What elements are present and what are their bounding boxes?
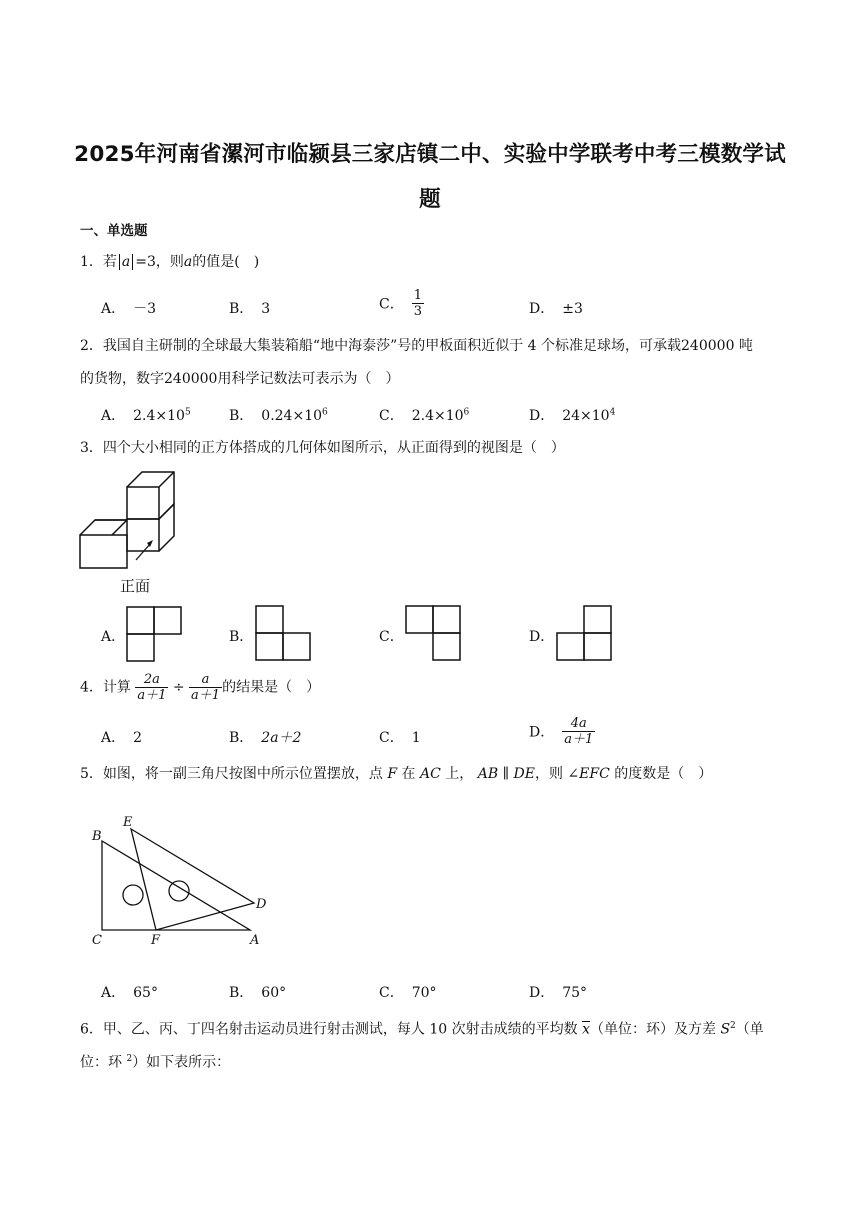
- q1-text-end: 的值是( ): [192, 254, 260, 270]
- question-4: 4．计算 $\frac{2a}{a+1}$ ÷ $\frac{a}{a+1}$ 的结果是（ ）: [80, 672, 321, 703]
- q4-option-c[interactable]: C． 1: [379, 730, 421, 746]
- point-a-label: A: [250, 933, 260, 948]
- front-view-label: 正面: [120, 577, 151, 595]
- q2-option-b[interactable]: B． $0.24\times 10^6$: [229, 407, 328, 424]
- q3-option-b-view[interactable]: [255, 605, 313, 662]
- q1-option-c[interactable]: C． $\frac{1}{3}$: [379, 288, 422, 319]
- q3-option-c-view[interactable]: [405, 605, 463, 662]
- document-title: 2025年河南省漯河市临颍县三家店镇二中、实验中学联考中考三模数学试: [74, 142, 786, 167]
- q1-text: 若: [102, 254, 117, 270]
- cube-stack-figure: [76, 468, 182, 572]
- point-c-label: C: [92, 933, 102, 948]
- q1-text-mid: =3，则: [135, 254, 184, 270]
- point-e-label: E: [123, 815, 133, 830]
- section-heading: 一、单选题: [80, 223, 148, 239]
- question-2-line-2: 的货物，数字240000用科学记数法可表示为（ ）: [80, 371, 400, 387]
- q3-option-b-label[interactable]: B．: [229, 629, 254, 645]
- q3-option-d-label[interactable]: D．: [529, 629, 555, 645]
- point-d-label: D: [256, 897, 267, 912]
- question-1: [80, 252, 259, 272]
- question-6-line-2: 位：环 $^2$）如下表所示：: [80, 1054, 231, 1071]
- q4-option-a[interactable]: A． 2: [101, 730, 143, 746]
- q2-option-a[interactable]: A． $2.4\times 10^5$: [101, 407, 191, 424]
- q2-option-c[interactable]: C． $2.4\times 10^6$: [379, 407, 470, 424]
- q5-option-a[interactable]: A． 65°: [101, 985, 158, 1001]
- point-f-label: F: [151, 933, 161, 948]
- q5-option-b[interactable]: B． 60°: [229, 985, 287, 1001]
- question-2-line-1: 2．我国自主研制的全球最大集装箱船“地中海泰莎”号的甲板面积近似于 4 个标准足球场，可承载240000 吨: [80, 338, 753, 354]
- q2-option-d[interactable]: D． $24\times 10^4$: [529, 407, 616, 424]
- q5-option-d[interactable]: D． 75°: [529, 985, 588, 1001]
- q3-option-a-view[interactable]: [126, 606, 184, 662]
- point-b-label: B: [92, 829, 102, 844]
- q1-option-d[interactable]: D． ±3: [529, 301, 583, 317]
- q5-option-c[interactable]: C． 70°: [379, 985, 437, 1001]
- q1-option-b[interactable]: B． 3: [229, 301, 271, 317]
- q3-option-a-label[interactable]: A．: [101, 629, 126, 645]
- question-6-line-1: 6．甲、乙、丙、丁四名射击运动员进行射击测试，每人 10 次射击成绩的平均数 $\overline{x}$（单位：环）及方差 $S^2$（单: [80, 1021, 764, 1038]
- q1-option-a[interactable]: A． －3: [101, 301, 157, 317]
- triangle-rulers-figure: [86, 808, 272, 948]
- q3-option-d-view[interactable]: [556, 605, 614, 662]
- document-title-continued: 题: [419, 187, 441, 212]
- q1-variable: a: [183, 254, 193, 270]
- q4-option-b[interactable]: B． 2a＋2: [229, 730, 302, 746]
- q3-option-c-label[interactable]: C．: [379, 629, 404, 645]
- q1-abs-variable: a: [121, 254, 131, 270]
- q1-number: 1．: [80, 254, 103, 270]
- question-5: 5．如图，将一副三角尺按图中所示位置摆放，点 F 在 AC 上， AB ∥ DE，则 ∠EFC 的度数是（ ）: [80, 766, 713, 782]
- q4-option-d[interactable]: D． $\frac{4a}{a+1}$: [529, 716, 594, 747]
- question-3: 3．四个大小相同的正方体搭成的几何体如图所示，从正面得到的视图是（ ）: [80, 440, 565, 456]
